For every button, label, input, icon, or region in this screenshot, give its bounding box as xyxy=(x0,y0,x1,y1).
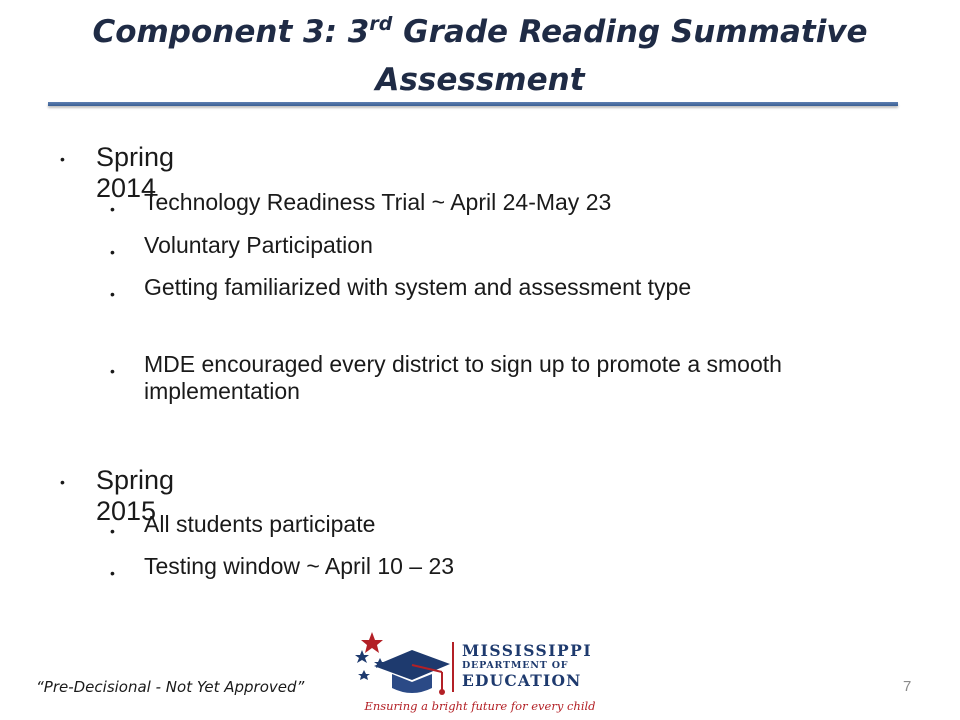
list-item: • MDE encouraged every district to sign up to promote a smooth implementation xyxy=(110,351,782,404)
logo-divider xyxy=(452,642,454,692)
section-heading-spring-2015: • Spring 2015 xyxy=(60,465,175,526)
slide-title xyxy=(60,8,900,104)
list-item: • Testing window ~ April 10 – 23 xyxy=(110,553,870,580)
bullet-icon: • xyxy=(110,523,115,539)
list-item: • Voluntary Participation xyxy=(110,232,870,259)
footer-disclaimer: “Pre-Decisional - Not Yet Approved” xyxy=(36,678,305,696)
page-number: 7 xyxy=(903,678,912,695)
list-item: • All students participate xyxy=(110,511,870,538)
mde-logo xyxy=(350,626,600,718)
bullet-icon: • xyxy=(110,565,115,581)
title-line2: Assessment xyxy=(375,62,585,98)
section-heading-spring-2014: • Spring 2014 xyxy=(60,142,175,203)
list-item: • Technology Readiness Trial ~ April 24-May 23 xyxy=(110,189,870,216)
bullet-icon: • xyxy=(110,244,115,260)
bullet-icon: • xyxy=(60,151,65,167)
list-item: • Getting familiarized with system and assessment type xyxy=(110,274,870,301)
title-superscript: rd xyxy=(369,13,393,35)
graduation-cap-stars-icon xyxy=(350,626,454,698)
logo-wordmark: MISSISSIPPI DEPARTMENT OF EDUCATION xyxy=(462,641,593,690)
title-part1: Component 3: 3 xyxy=(92,14,370,50)
bullet-icon: • xyxy=(110,286,115,302)
title-part2: Grade Reading Summative xyxy=(392,14,868,50)
bullet-icon: • xyxy=(60,474,65,490)
bullet-icon: • xyxy=(110,201,115,217)
logo-tagline: Ensuring a bright future for every child xyxy=(364,699,596,713)
title-underline xyxy=(48,102,898,106)
bullet-icon: • xyxy=(110,363,115,379)
